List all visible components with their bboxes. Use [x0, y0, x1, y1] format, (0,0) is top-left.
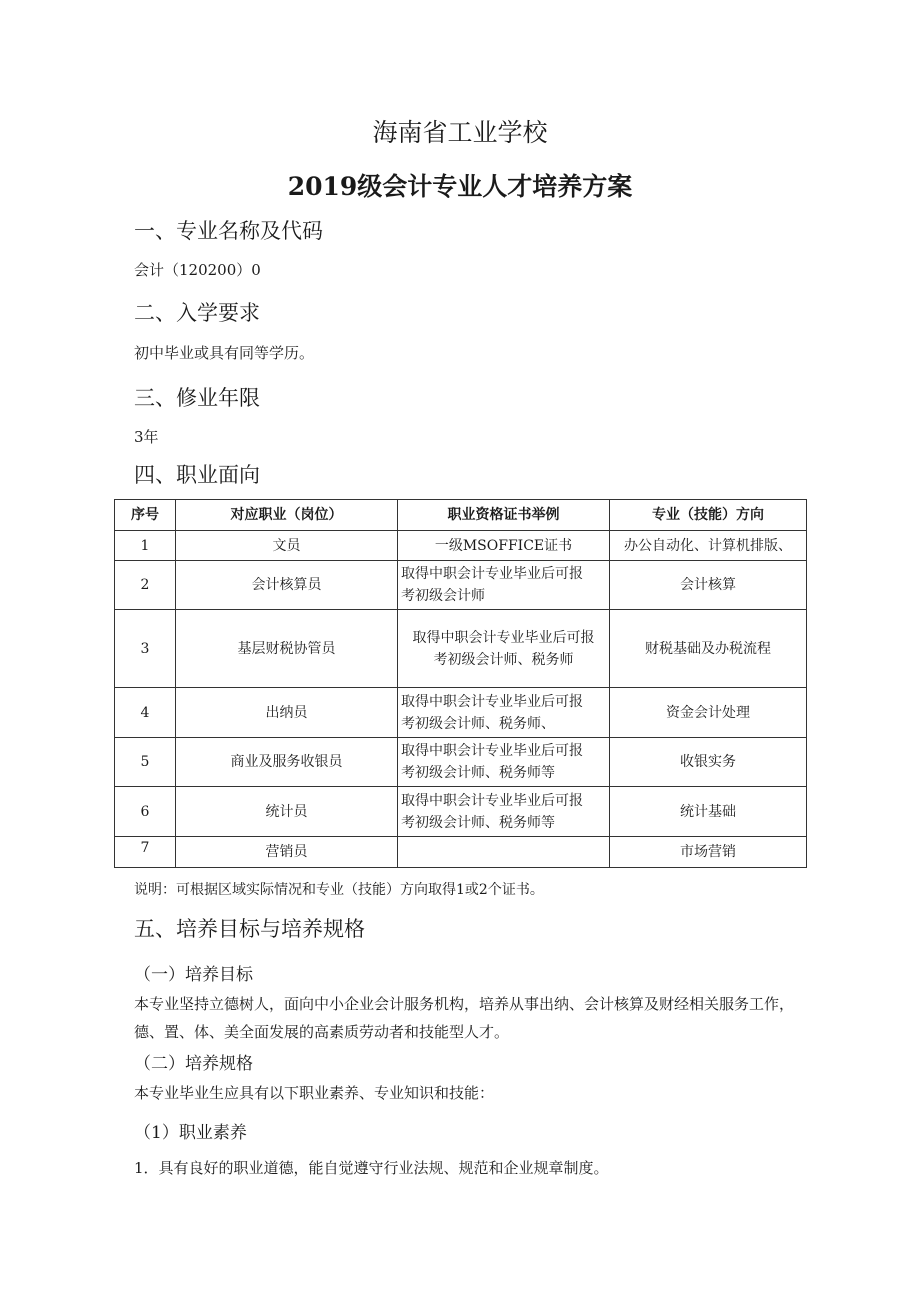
row-no: 7 [115, 837, 176, 868]
row-job: 会计核算员 [176, 561, 398, 610]
row-job: 统计员 [176, 787, 398, 837]
table-note: 说明：可根据区域实际情况和专业（技能）方向取得1或2个证书。 [134, 882, 544, 898]
header-direction: 专业（技能）方向 [610, 500, 807, 531]
row-job: 基层财税协管员 [176, 610, 398, 688]
section-heading-duration: 三、修业年限 [134, 386, 260, 410]
subheading-spec: （二）培养规格 [134, 1054, 253, 1074]
row-direction: 会计核算 [610, 561, 807, 610]
plan-title: 2019级会计专业人才培养方案 [287, 172, 633, 201]
table-row [115, 531, 807, 561]
table-row [115, 610, 807, 688]
subheading-goal: （一）培养目标 [134, 965, 253, 985]
row-cert [398, 688, 610, 738]
row-cert [398, 610, 610, 688]
row-cert [398, 561, 610, 610]
table-row [115, 688, 807, 738]
row-no: 1 [115, 531, 176, 561]
row-cert-line2: 考初级会计师、税务师、 [401, 715, 555, 732]
row-cert [398, 787, 610, 837]
row-direction: 办公自动化、计算机排版、 [610, 531, 807, 561]
row-direction: 收银实务 [610, 738, 807, 787]
section-heading-occupation: 四、职业面向 [134, 463, 260, 487]
row-job: 出纳员 [176, 688, 398, 738]
quality-item-1: 1．具有良好的职业道德，能自觉遵守行业法规、规范和企业规章制度。 [134, 1159, 609, 1177]
row-cert [398, 837, 610, 868]
row-cert-line2: 考初级会计师、税务师等 [401, 765, 555, 781]
admission-text: 初中毕业或具有同等学历。 [134, 344, 315, 362]
goal-paragraph-line2: 德、置、体、美全面发展的高素质劳动者和技能型人才。 [134, 1023, 510, 1041]
subheading-professional-quality: （1）职业素养 [134, 1123, 247, 1143]
row-direction: 市场营销 [610, 837, 807, 868]
header-no: 序号 [115, 500, 176, 531]
table-header-row [115, 500, 807, 531]
school-title: 海南省工业学校 [372, 118, 548, 147]
row-cert [398, 531, 610, 561]
row-cert-line2: 考初级会计师、税务师等 [401, 814, 555, 831]
spec-intro: 本专业毕业生应具有以下职业素养、专业知识和技能： [134, 1084, 495, 1102]
row-cert [398, 738, 610, 787]
occupation-table [114, 499, 807, 868]
row-job: 文员 [176, 531, 398, 561]
duration-text: 3年 [134, 428, 159, 446]
row-direction: 统计基础 [610, 787, 807, 837]
header-cert: 职业资格证书举例 [398, 500, 610, 531]
table-row [115, 837, 807, 868]
row-no: 4 [115, 688, 176, 738]
row-no: 3 [115, 610, 176, 688]
header-job: 对应职业（岗位） [176, 500, 398, 531]
row-no: 5 [115, 738, 176, 787]
row-cert-line2: 考初级会计师、税务师 [433, 651, 574, 668]
row-cert-line1: 取得中职会计专业毕业后可报 [401, 566, 583, 582]
section-heading-goals: 五、培养目标与培养规格 [134, 917, 365, 941]
table-row [115, 561, 807, 610]
row-direction: 资金会计处理 [610, 688, 807, 738]
table-row [115, 787, 807, 837]
section-heading-admission: 二、入学要求 [134, 301, 260, 325]
row-cert-line1: 取得中职会计专业毕业后可报 [401, 792, 583, 809]
major-code-text: 会计（120200）0 [134, 261, 261, 279]
row-no: 6 [115, 787, 176, 837]
table-row [115, 738, 807, 787]
row-job: 商业及服务收银员 [176, 738, 398, 787]
section-heading-major: 一、专业名称及代码 [134, 219, 323, 243]
row-job: 营销员 [176, 837, 398, 868]
row-direction: 财税基础及办税流程 [610, 610, 807, 688]
row-cert-line1: 一级MSOFFICE证书 [434, 537, 573, 554]
row-cert-line1: 取得中职会计专业毕业后可报 [401, 693, 583, 710]
row-no: 2 [115, 561, 176, 610]
row-cert-line2: 考初级会计师 [401, 588, 485, 604]
goal-paragraph-line1: 本专业坚持立德树人，面向中小企业会计服务机构，培养从事出纳、会计核算及财经相关服务工作， [134, 995, 795, 1013]
row-cert-line1: 取得中职会计专业毕业后可报 [401, 743, 583, 759]
row-cert-line1: 取得中职会计专业毕业后可报 [412, 629, 595, 646]
